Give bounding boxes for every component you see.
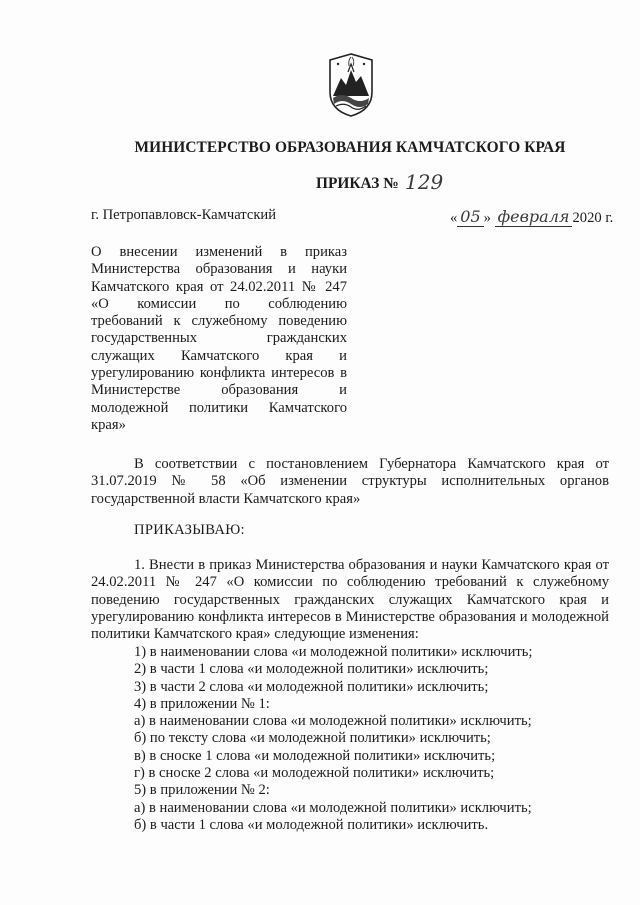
date-close-quote: »: [483, 210, 491, 226]
order-subject: О внесении изменений в приказ Министерства образования и науки Камчатского края от 24.02.2011 № 247 «О комиссии по соблюдению требований к служебному поведению государственных гражданских служащих Камчатского края и урегулированию конфликта интересов в Министерстве образования и молодежной политики Камчатского края»: [91, 244, 347, 433]
list-item: б) по тексту слова «и молодежной политики» исключить;: [134, 730, 491, 747]
list-item: в) в сноске 1 слова «и молодежной политики» исключить;: [134, 747, 496, 764]
order-label: ПРИКАЗ №: [316, 175, 399, 192]
point-one-paragraph: 1. Внести в приказ Министерства образования и науки Камчатского края от 24.02.2011 № 247 «О комиссии по соблюдению требований к служебному поведению государственных гражданских служащих Камчатского края и урегулированию конфликта интересов в Министерстве образования и молодежной политики Камчатского края» следующие изменения:: [91, 557, 609, 643]
list-item: 5) в приложении № 2:: [134, 782, 270, 799]
date-year: 2020 г.: [572, 210, 614, 226]
intro-paragraph: В соответствии с постановлением Губернатора Камчатского края от 31.07.2019 № 58 «Об изменении структуры исполнительных органов государственной власти Камчатского края»: [91, 456, 609, 507]
list-item: г) в сноске 2 слова «и молодежной политики» исключить;: [134, 765, 495, 782]
list-item: 2) в части 1 слова «и молодежной политики» исключить;: [134, 661, 489, 678]
date-open-quote: «: [450, 210, 458, 226]
list-item: а) в наименовании слова «и молодежной политики» исключить;: [134, 799, 532, 816]
orders-heading: ПРИКАЗЫВАЮ:: [134, 522, 245, 538]
city-label: г. Петропавловск-Камчатский: [91, 207, 277, 223]
list-item: 3) в части 2 слова «и молодежной политики» исключить;: [134, 678, 489, 695]
ministry-title: МИНИСТЕРСТВО ОБРАЗОВАНИЯ КАМЧАТСКОГО КРАЯ: [134, 139, 566, 156]
list-item: а) в наименовании слова «и молодежной политики» исключить;: [134, 713, 532, 730]
list-item: б) в части 1 слова «и молодежной политики» исключить.: [134, 816, 489, 833]
changes-list: [134, 644, 532, 834]
list-item: 4) в приложении № 1:: [134, 695, 270, 712]
order-number-handwritten: 129: [405, 170, 444, 194]
list-item: 1) в наименовании слова «и молодежной политики» исключить;: [134, 644, 533, 660]
kamchatka-coat-of-arms-icon: [324, 52, 378, 118]
date-day-handwritten: 05: [457, 207, 483, 227]
order-date: [450, 207, 613, 227]
date-month-handwritten: февраля: [495, 207, 573, 227]
